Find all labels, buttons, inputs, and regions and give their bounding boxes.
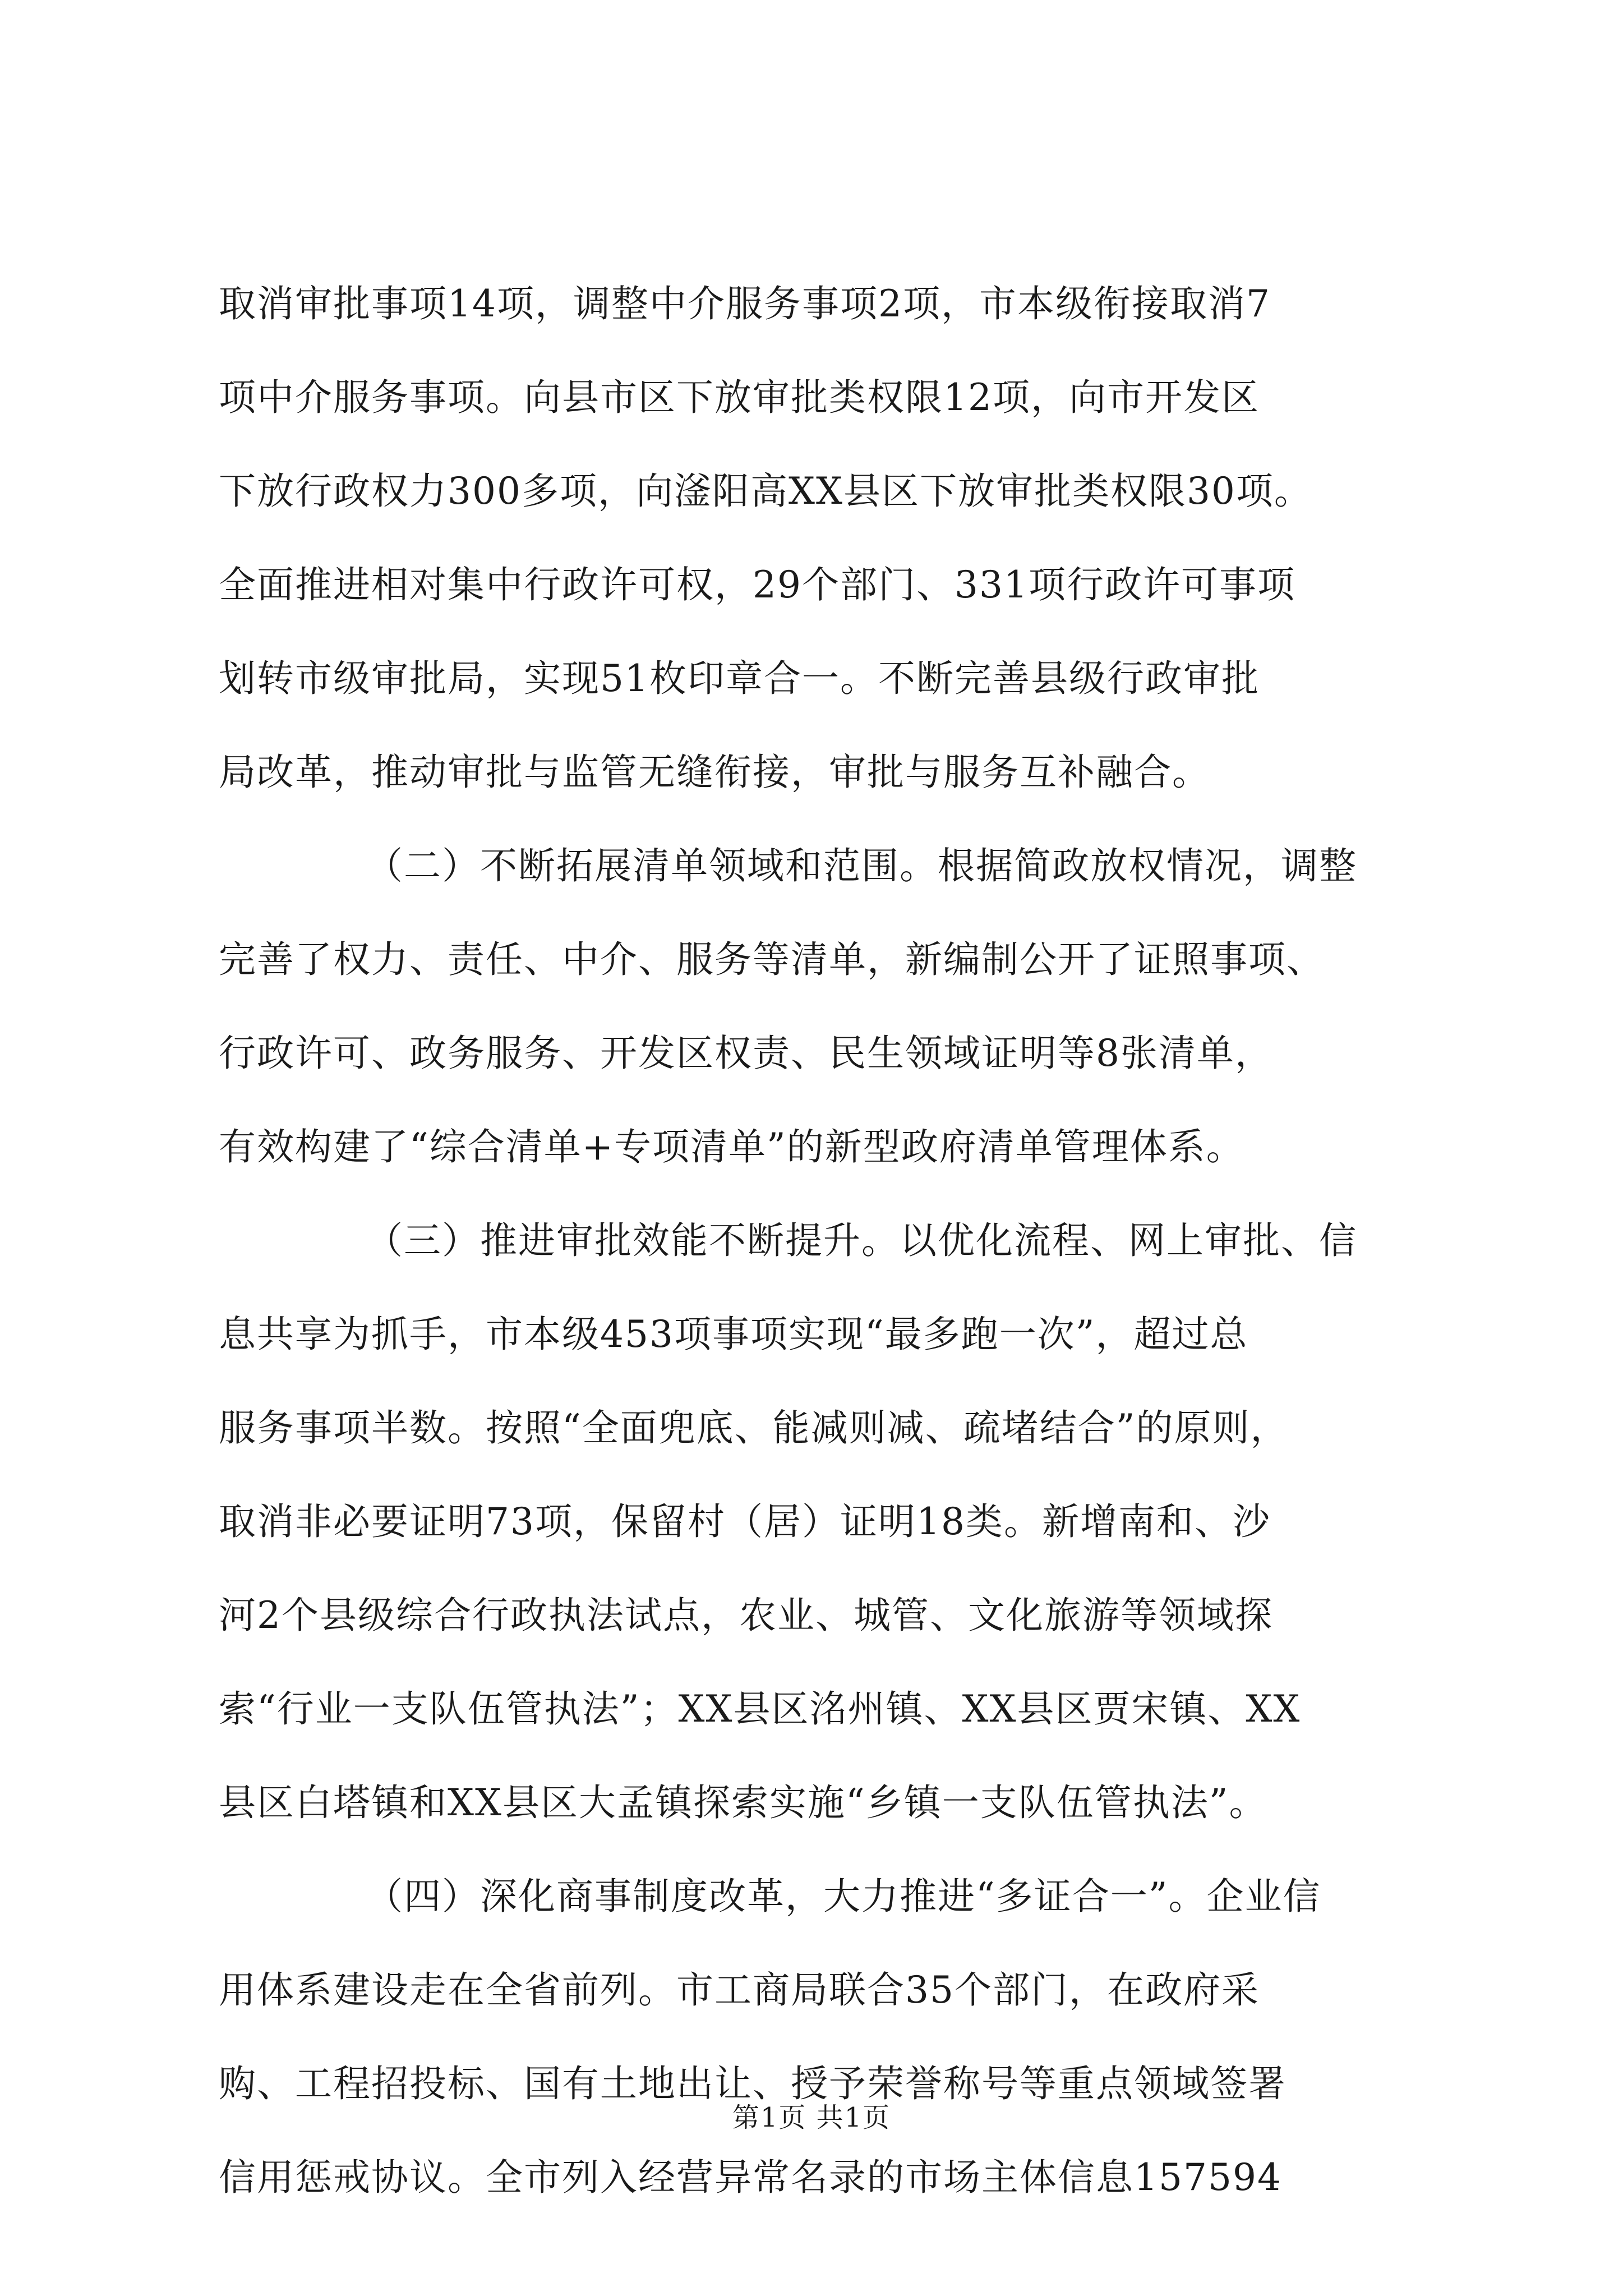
document-body bbox=[219, 257, 1413, 2224]
paragraph-heading-line: （三）推进审批效能不断提升。以优化流程、网上审批、信 bbox=[366, 1219, 1357, 1262]
text-line: 用体系建设走在全省前列。市工商局联合35个部门，在政府采 bbox=[219, 1968, 1260, 2012]
text-line: 局改革，推动审批与监管无缝衔接，审批与服务互补融合。 bbox=[219, 751, 1210, 794]
text-line: 县区白塔镇和XX县区大孟镇探索实施“乡镇一支队伍管执法”。 bbox=[219, 1781, 1267, 1824]
text-line: 索“行业一支队伍管执法”；XX县区洺州镇、XX县区贾宋镇、XX bbox=[219, 1687, 1301, 1731]
text-line: 取消审批事项14项，调整中介服务事项2项，市本级衔接取消7 bbox=[219, 282, 1271, 325]
text-line: 服务事项半数。按照“全面兜底、能减则减、疏堵结合”的原则， bbox=[219, 1406, 1289, 1450]
text-line: 信用惩戒协议。全市列入经营异常名录的市场主体信息157594 bbox=[219, 2156, 1282, 2199]
paragraph-heading-line: （二）不断拓展清单领域和范围。根据简政放权情况，调整 bbox=[366, 844, 1357, 887]
text-line: 有效构建了“综合清单+专项清单”的新型政府清单管理体系。 bbox=[219, 1125, 1244, 1168]
text-line: 行政许可、政务服务、开发区权责、民生领域证明等8张清单， bbox=[219, 1032, 1273, 1075]
text-line: 购、工程招投标、国有土地出让、授予荣誉称号等重点领域签署 bbox=[219, 2062, 1287, 2105]
text-line: 取消非必要证明73项，保留村（居）证明18类。新增南和、沙 bbox=[219, 1500, 1271, 1543]
text-line: 项中介服务事项。向县市区下放审批类权限12项，向市开发区 bbox=[219, 376, 1260, 419]
text-line: 全面推进相对集中行政许可权，29个部门、331项行政许可事项 bbox=[219, 563, 1295, 606]
page-footer: 第1页 共1页 bbox=[732, 2102, 891, 2133]
text-line: 下放行政权力300多项，向滏阳高XX县区下放审批类权限30项。 bbox=[219, 470, 1312, 513]
text-line: 息共享为抓手，市本级453项事项实现“最多跑一次”，超过总 bbox=[219, 1313, 1248, 1356]
text-line: 划转市级审批局，实现51枚印章合一。不断完善县级行政审批 bbox=[219, 657, 1260, 700]
paragraph-heading-line: （四）深化商事制度改革，大力推进“多证合一”。企业信 bbox=[366, 1875, 1321, 1918]
text-line: 河2个县级综合行政执法试点，农业、城管、文化旅游等领域探 bbox=[219, 1594, 1273, 1637]
text-line: 完善了权力、责任、中介、服务等清单，新编制公开了证照事项、 bbox=[219, 938, 1325, 981]
